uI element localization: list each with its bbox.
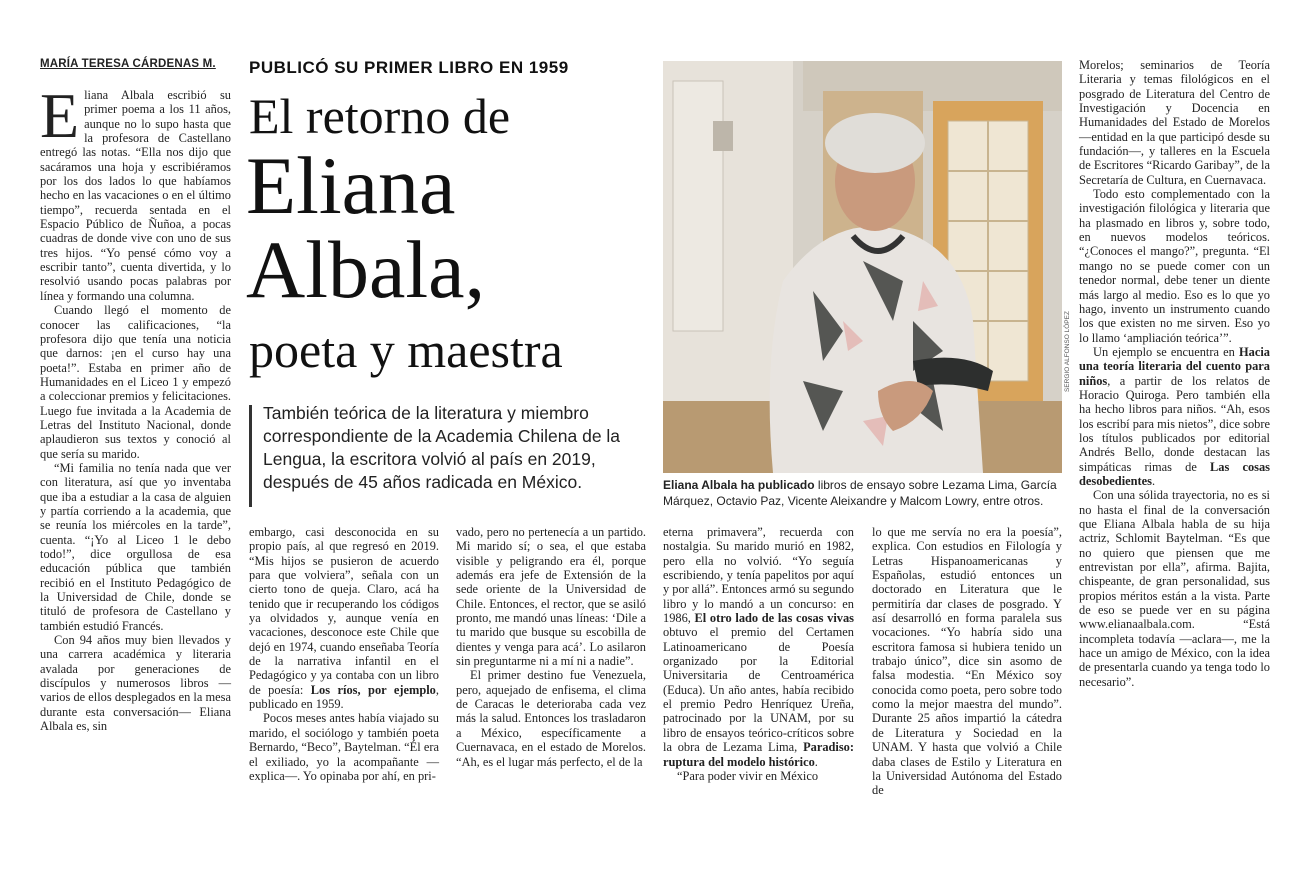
book-title: Los ríos, por ejemplo xyxy=(310,682,436,697)
headline-line-4: poeta y maestra xyxy=(249,322,563,378)
portrait-illustration xyxy=(663,61,1062,473)
drop-cap: E xyxy=(40,80,80,151)
paragraph: “Para poder vivir en México xyxy=(677,768,819,783)
paragraph xyxy=(1079,345,1270,488)
paragraph-text: obtuvo el premio del Certamen Latinoamericano de Poesía organizado por la Editorial Universitaria de Centroamérica (Educa). Un año antes, había recibido el premio Pedro Henríquez Ureña, patrocinado por la UNAM, por su libro de ensayos teórico-críticos sobre la obra de Lezama Lima, xyxy=(663,625,854,755)
paragraph: Morelos; seminarios de Teoría Literaria y temas filológicos en el posgrado de Literatura del Centro de Investigación y Docencia en Humanidades del Estado de Morelos —entidad en la que participó desde su fundación—, y talleres en la Escuela de Escritores “Ricardo Garibay”, de la Secretaría de Cultura, en Cuernavaca. xyxy=(1079,58,1270,187)
paragraph-text: , a partir de los relatos de Horacio Quiroga. Pero también ella ha hecho libros para niños. “Ah, esos los escribí para mis nietos”, dice sobre los títulos publicados por editorial Andrés Bello, donde destacan las simpáticas rimas de xyxy=(1079,373,1270,474)
paragraph: vado, pero no pertenecía a un partido. Mi marido sí; o sea, el que estaba visible y peligrando era él, porque además era jefe de Extensión de la sede oriente de la Universidad de Chile. Entonces, el rector, que se asiló pronto, me mandó unas líneas: ‘Dile a tu marido que busque su escobilla de dientes y venga para acá’. Lo asilaron sin preguntarme ni a mí ni a nadie”. xyxy=(456,525,646,669)
paragraph-text: liana Albala escribió su primer poema a los 11 años, aunque no lo supo hasta que la profesora de Castellano entregó las notas. “Ella nos dijo que sacáramos una hoja y escribiéramos por los dos lados lo que habíamos hecho en las vacaciones o en el último tiempo”, recuerda sentada en el Espacio Público de Ñuñoa, a pocas cuadras de donde vive con uno de sus tres hijos. “Yo pensé cómo voy a escribir tanto”, cuenta divertida, y lo resolvió usando pocas palabras por línea y formando una columna. xyxy=(40,88,231,303)
portrait-photo xyxy=(663,61,1062,473)
headline-line-2: Eliana xyxy=(246,140,456,231)
deck-rule xyxy=(249,405,252,507)
paragraph: Todo esto complementado con la investigación filológica y literaria que ha plasmado en libros y, sobre todo, en nuevos modelos teóricos. “¿Conoces el mango?”, pregunta. “El mango no se puede comer con un tenedor normal, debe tener un diente más largo al medio. Eso es lo que yo hago, invento un instrumento cuando los que existen no me sirven. Eso yo lo llamo ‘ampliación teórica’”. xyxy=(1079,187,1270,345)
paragraph: Con una sólida trayectoria, no es si no hasta el final de la conversación que Eliana Albala habla de su hija actriz, Schlomit Baytelman. “Es que no quiero que piensen que me entrevistan por ella”, afirma. Bajita, chispeante, de gran personalidad, sus propios méritos están a la vista. Parte de eso se puede ver en su página www.elianaalbala.com. “Está incompleta todavía —aclara—, me la hace un amigo de México, con la idea de presentarla cuando ya tenga todo lo necesario”. xyxy=(1079,488,1270,689)
deck: También teórica de la literatura y miembro correspondiente de la Academia Chilena de la Lengua, la escritora volvió al país en 2019, después de 45 años radicada en México. xyxy=(263,403,621,492)
paragraph: lo que me servía no era la poesía”, explica. Con estudios en Filología y Letras Hispanoamericanas y Españolas, estudió entonces un doctorado en Literatura que le permitiría dar clases de posgrado. Y así desarrolló en forma paralela sus vocaciones. “Yo habría sido una escritora famosa si hubiera tenido un trabajo único”, dice sin asomo de falsa modestia. “En México soy conocida como poeta, pero sobre todo como la mejor maestra del mundo”. Durante 25 años impartió la cátedra de Literatura y Sociedad en la UNAM. Y hasta que volvió a Chile daba clases de Estilo y Literatura en la Universidad Autónoma del Estado de xyxy=(872,525,1062,798)
column-4 xyxy=(663,525,854,783)
byline: MARÍA TERESA CÁRDENAS M. xyxy=(40,58,216,70)
column-1 xyxy=(40,80,231,734)
column-5 xyxy=(872,525,1062,798)
paragraph-text: eterna primavera”, recuerda con nostalgia. Su marido murió en 1982, pero ella no volvió. “Yo seguía escribiendo, y tenía papelitos por aquí y por allá”. Entonces armó su segundo libro y lo mandó a un concurso: en 1986, xyxy=(663,525,854,626)
caption-text: libros de ensayo sobre Lezama Lima, García Márquez, Octavio Paz, Vicente Aleixandre y Malcom Lowry, entre otros. xyxy=(663,478,1057,508)
paragraph-text: Un ejemplo se encuentra en xyxy=(1093,344,1240,359)
headline-line-1: El retorno de xyxy=(249,88,511,144)
column-3 xyxy=(456,525,646,769)
book-title: El otro lado de las cosas vivas xyxy=(694,611,854,626)
paragraph xyxy=(40,80,231,303)
paragraph-text: embargo, casi desconocida en su propio país, al que regresó en 2019. “Mis hijos se pusieron de acuerdo para que volviera”, señala con un cierto tono de queja. Claro, acá ha tenido que ir recuperando los códigos ya olvidados y, aunque venía en vacaciones, desconoce este Chile que dejó en 1974, cuando enseñaba Teoría de la narrativa infantil en el Pedagógico y ya contaba con un libro de poesía: xyxy=(249,525,439,697)
photo-credit: SERGIO ALFONSO LÓPEZ xyxy=(1064,311,1071,392)
paragraph-text: , publicado en 1959. xyxy=(249,682,439,712)
book-title: Las cosas desobedientes xyxy=(1079,459,1270,488)
paragraph: El primer destino fue Venezuela, pero, aquejado de enfisema, el clima de Caracas le deterioraba cada vez más la salud. Entonces los trasladaron a México, específicamente a Cuernavaca, en el estado de Morelos. “Ah, es el lugar más perfecto, el de la xyxy=(456,668,646,769)
book-title: Hacia una teoría literaria del cuento para niños xyxy=(1079,344,1270,388)
paragraph: Cuando llegó el momento de conocer las calificaciones, “la profesora dijo que tenía una noticia que darnos: ¡en el curso hay una poeta!”. Estaba en primer año de Humanidades en el Liceo 1 y empezó a coleccionar premios y felicitaciones. Luego fue invitada a la Academia de Letras del Instituto Nacional, donde aplaudieron sus textos y conoció al que sería su marido. xyxy=(40,303,231,461)
paragraph xyxy=(249,525,439,711)
photo-caption xyxy=(663,478,1062,509)
book-title: Paradiso: ruptura del modelo histórico xyxy=(663,740,854,769)
headline-line-3: Albala, xyxy=(246,224,486,315)
paragraph-text: . xyxy=(1151,473,1156,488)
caption-lead: Eliana Albala ha publicado xyxy=(663,478,815,492)
paragraph: Con 94 años muy bien llevados y una carrera académica y literaria avalada por generaciones de discípulos y numerosos libros —varios de ellos desplegados en la mesa durante esta conversación— Eliana Albala es, sin xyxy=(40,633,231,734)
paragraph xyxy=(663,525,854,769)
column-6 xyxy=(1079,58,1270,689)
paragraph-text: . xyxy=(814,754,818,769)
paragraph: “Mi familia no tenía nada que ver con literatura, así que yo inventaba que iba a estudiar a la casa de alguien y partía corriendo a la academia, que se reunía los miércoles en la tarde”, cuenta. “¡Yo al Liceo 1 le debo todo!”, dice orgullosa de esa educación pública que también recibió en el Instituto Pedagógico de la Universidad de Chile, donde se tituló de profesora de Castellano y también estudió Francés. xyxy=(40,460,231,633)
column-2 xyxy=(249,525,439,783)
kicker: PUBLICÓ SU PRIMER LIBRO EN 1959 xyxy=(249,58,569,77)
paragraph: Pocos meses antes había viajado su marido, el sociólogo y también poeta Bernardo, “Beco”, Baytelman. “Él era el exiliado, yo la acompañante —explica—. Yo opinaba por ahí, en pri- xyxy=(249,711,439,783)
